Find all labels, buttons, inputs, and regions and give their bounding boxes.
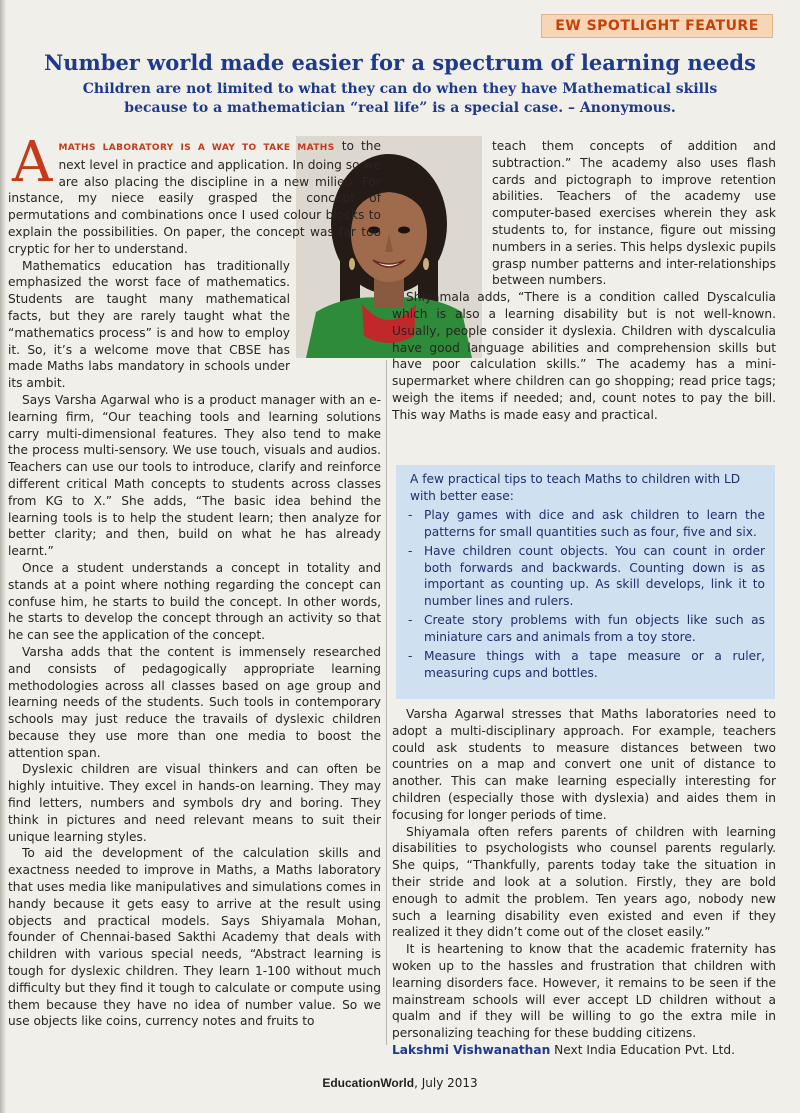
author-org: Next India Education Pvt. Ltd. xyxy=(554,1042,736,1057)
bullet-dash-icon: - xyxy=(408,508,413,522)
right-column-top xyxy=(392,138,776,424)
subtitle-line-1: Children are not limited to what they can do when they have Mathematical skills xyxy=(82,81,718,97)
article-subtitle xyxy=(60,80,740,118)
body-paragraph: teach them concepts of addition and subtraction.” The academy also uses flash cards and pictograph to improve retention abilities. Teachers of the academy use computer-based exercises wherein they ask students to, for instance, figure out missing numbers in a series. This helps dyslexic pupils grasp number patterns and inter-relationships between numbers. xyxy=(492,139,776,288)
tip-item: - Have children count objects. You can count in order both forwards and backwards. Counting down is as important as counting up. As skill develops, link it to number lines and rulers. xyxy=(408,544,765,608)
page-footer: EducationWorld, July 2013 xyxy=(322,1076,478,1090)
drop-cap: A xyxy=(12,130,53,195)
page-binding-shadow xyxy=(0,0,6,1113)
body-paragraph: Mathematics education has traditionally emphasized the worst face of mathematics. Students are taught many mathematical facts, but they are rarely taught what the “mathematics process” is and how to employ it. So, it’s a welcome move that CBSE has made Maths labs mandatory in schools under its ambit. xyxy=(8,258,290,391)
body-paragraph: Varsha Agarwal stresses that Maths laboratories need to adopt a multi-disciplinary approach. For example, teachers could ask students to measure distances between two countries on a map and convert one unit of distance to another. This can make learning especially interesting for children (especially those with dyslexia) and aides them in focusing for longer periods of time. xyxy=(392,707,776,822)
left-column xyxy=(8,130,382,1030)
subtitle-line-2: because to a mathematician “real life” is a special case. – Anonymous. xyxy=(124,100,676,116)
issue-date: July 2013 xyxy=(421,1076,478,1090)
bullet-dash-icon: - xyxy=(408,649,413,663)
article-title: Number world made easier for a spectrum of learning needs xyxy=(44,50,756,75)
body-paragraph: Dyslexic children are visual thinkers and can often be highly intuitive. They excel in hands-on learning. They may find letters, numbers and symbols dry and boring. They think in pictures and need relevant means to suit their unique learning styles. xyxy=(8,762,381,844)
body-paragraph: Once a student understands a concept in totality and stands at a point where nothing regarding the concept can confuse him, he starts to build the concept. In other words, he starts to develop the concept through an activity so that he can see the application of the concept. xyxy=(8,560,381,643)
body-paragraph: Shiyamala adds, “There is a condition called Dyscalculia which is also a learning disability but is not well-known. Usually, people consider it dyslexia. Children with dyscalculia have good language abilities and comprehension skills but have poor calculation skills.” The academy has a mini-supermarket where children can go shopping; read price tags; weigh the items if needed; and, count notes to pay the bill. This way Maths is made easy and practical. xyxy=(392,290,776,422)
author-signature xyxy=(392,1042,776,1059)
bullet-dash-icon: - xyxy=(408,613,413,627)
lead-smallcaps: MATHS LABORATORY IS A WAY TO TAKE MATHS xyxy=(58,143,335,153)
body-paragraph: Varsha adds that the content is immensely researched and consists of pedagogically appropriate learning methodologies across all classes based on age group and learning needs of the students. Such tools in contemporary schools may just reduce the travails of dyslexic children because they use more than one media to boost the attention span. xyxy=(8,644,381,760)
tip-item: - Create story problems with fun objects like such as miniature cars and animals from a toy store. xyxy=(408,613,765,644)
bullet-dash-icon: - xyxy=(408,544,413,558)
section-badge: EW SPOTLIGHT FEATURE xyxy=(541,14,773,38)
right-column-bottom xyxy=(392,706,776,1059)
body-paragraph: It is heartening to know that the academic fraternity has woken up to the hassles and frustration that children with learning disorders face. However, it remains to be seen if the mainstream schools will ever accept LD children without a qualm and if they will be willing to go the extra mile in personalizing teaching for these budding citizens. xyxy=(392,942,776,1041)
tips-title: A few practical tips to teach Maths to children with LD with better ease: xyxy=(410,472,741,503)
lead-paragraph xyxy=(8,130,382,258)
publication-name: EducationWorld xyxy=(322,1076,415,1090)
tip-item: - Measure things with a tape measure or a ruler, measuring cups and bottles. xyxy=(408,649,765,680)
body-paragraph: To aid the development of the calculation skills and exactness needed to improve in Maths, a Maths laboratory that uses media like manipulatives and simulations comes in handy because it gets easy to arrive at the result using objects and practical models. Says Shiyamala Mohan, founder of Chennai-based Sakthi Academy that deals with children with various special needs, “Abstract learning is tough for dyslexic children. They learn 1-100 without much difficulty but they find it tough to calculate or compute using them because they have no idea of number value. So we use objects like coins, currency notes and fruits to xyxy=(8,846,381,1029)
body-paragraph: Says Varsha Agarwal who is a product manager with an e-learning firm, “Our teaching tools and learning solutions carry multi-dimensional features. They also tend to make the process multi-sensory. We use touch, visuals and audios. Teachers can use our tools to introduce, clarify and reinforce different critical Math concepts to students across classes from KG to X.” She adds, “The basic idea behind the learning tools is to help the student learn; then analyze for better clarity; and then, build on what he has already learnt.” xyxy=(8,392,381,559)
author-name: Lakshmi Vishwanathan xyxy=(392,1042,551,1057)
body-paragraph: Shiyamala often refers parents of children with learning disabilities to psychologists who counsel parents regularly. She quips, “Thankfully, parents today take the situation in their stride and look at a solution. Firstly, they are bold enough to admit the problem. Ten years ago, nobody new such a learning disability even existed and even if they realized it they didn’t come out of the closet easily.” xyxy=(392,824,776,940)
tips-box xyxy=(396,465,775,699)
lead-text: to the next level in practice and application. In doing so we are also placing the discipline in a new milieu. For instance, my niece easily grasped the concept of permutations and combinations once I used colour blocks to explain the possibilities. On paper, the concept was far too cryptic for her to understand. xyxy=(8,139,382,256)
column-divider xyxy=(386,360,387,1045)
tips-list xyxy=(406,507,765,681)
tip-item: - Play games with dice and ask children to learn the patterns for small quantities such as four, five and six. xyxy=(408,508,765,539)
